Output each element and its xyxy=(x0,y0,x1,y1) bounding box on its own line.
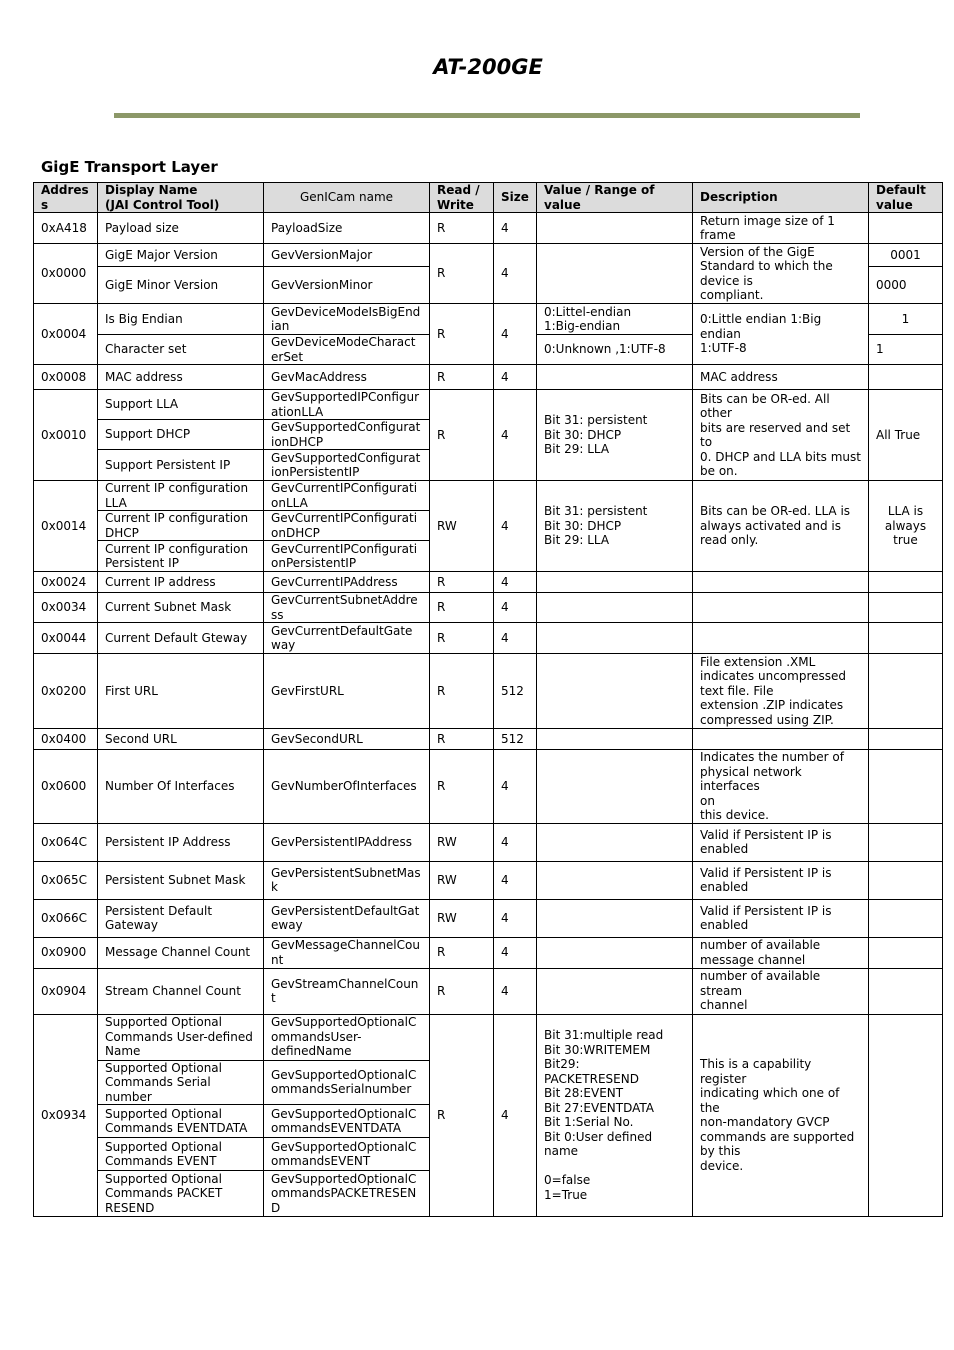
cell-address: 0x0934 xyxy=(34,1014,98,1217)
cell-genicam-name: GevCurrentSubnetAddress xyxy=(264,593,430,623)
table-row xyxy=(34,244,943,267)
cell-address: 0x0014 xyxy=(34,481,98,572)
cell-read-write: R xyxy=(430,244,494,304)
cell-genicam-name: GevVersionMinor xyxy=(264,267,430,304)
cell-description: MAC address xyxy=(693,365,869,390)
cell-description: File extension .XML indicates uncompressed text file. File extension .ZIP indicates compressed using ZIP. xyxy=(693,654,869,729)
cell-read-write: R xyxy=(430,390,494,481)
cell-size: 4 xyxy=(494,593,537,623)
table-row xyxy=(34,750,943,824)
cell-display-name: MAC address xyxy=(98,365,264,390)
cell-value-range xyxy=(537,899,693,937)
cell-description xyxy=(693,593,869,623)
cell-read-write: R xyxy=(430,572,494,593)
cell-value-range xyxy=(537,823,693,861)
cell-display-name: Current IP configuration LLA xyxy=(98,481,264,511)
cell-default-value xyxy=(869,654,943,729)
cell-description: This is a capability register indicating which one of the non-mandatory GVCP commands are supported by this device. xyxy=(693,1014,869,1217)
cell-genicam-name: GevCurrentIPConfigurationLLA xyxy=(264,481,430,511)
cell-description: Version of the GigE Standard to which the device is compliant. xyxy=(693,244,869,304)
cell-display-name: Current Subnet Mask xyxy=(98,593,264,623)
cell-default-value xyxy=(869,365,943,390)
cell-display-name: Support LLA xyxy=(98,390,264,420)
cell-read-write: R xyxy=(430,750,494,824)
table-row xyxy=(34,365,943,390)
table-row xyxy=(34,213,943,244)
cell-genicam-name: GevSupportedOptionalCommandsEVENTDATA xyxy=(264,1105,430,1138)
table-row xyxy=(34,481,943,511)
cell-display-name: Character set xyxy=(98,335,264,365)
cell-read-write: RW xyxy=(430,899,494,937)
cell-address: 0x0024 xyxy=(34,572,98,593)
cell-address: 0x0600 xyxy=(34,750,98,824)
cell-genicam-name: GevCurrentIPConfigurationDHCP xyxy=(264,511,430,541)
cell-value-range: Bit 31: persistent Bit 30: DHCP Bit 29: LLA xyxy=(537,390,693,481)
cell-size: 4 xyxy=(494,481,537,572)
cell-genicam-name: GevCurrentIPAddress xyxy=(264,572,430,593)
cell-address: 0xA418 xyxy=(34,213,98,244)
cell-default-value xyxy=(869,968,943,1014)
cell-value-range xyxy=(537,244,693,304)
cell-read-write: R xyxy=(430,937,494,968)
cell-address: 0x064C xyxy=(34,823,98,861)
cell-read-write: R xyxy=(430,729,494,750)
cell-display-name: Is Big Endian xyxy=(98,304,264,335)
cell-read-write: RW xyxy=(430,861,494,899)
cell-genicam-name: GevPersistentSubnetMask xyxy=(264,861,430,899)
cell-size: 4 xyxy=(494,1014,537,1217)
cell-genicam-name: GevDeviceModeIsBigEndian xyxy=(264,304,430,335)
cell-read-write: RW xyxy=(430,481,494,572)
cell-genicam-name: GevSupportedOptionalCommandsUser-definedName xyxy=(264,1014,430,1060)
cell-size: 4 xyxy=(494,968,537,1014)
cell-size: 4 xyxy=(494,623,537,654)
column-header-genicam-name: GenICam name xyxy=(264,183,430,213)
cell-value-range xyxy=(537,213,693,244)
cell-genicam-name: GevStreamChannelCount xyxy=(264,968,430,1014)
cell-size: 4 xyxy=(494,861,537,899)
cell-read-write: R xyxy=(430,654,494,729)
cell-address: 0x0044 xyxy=(34,623,98,654)
cell-description: number of available message channel xyxy=(693,937,869,968)
cell-default-value: 0001 xyxy=(869,244,943,267)
table-row xyxy=(34,823,943,861)
cell-value-range xyxy=(537,861,693,899)
cell-description: Return image size of 1 frame xyxy=(693,213,869,244)
table-row xyxy=(34,729,943,750)
table-row xyxy=(34,861,943,899)
cell-genicam-name: GevSupportedConfigurationPersistentIP xyxy=(264,450,430,481)
table-row xyxy=(34,968,943,1014)
cell-size: 4 xyxy=(494,365,537,390)
cell-size: 4 xyxy=(494,572,537,593)
cell-address: 0x0008 xyxy=(34,365,98,390)
cell-genicam-name: GevSupportedOptionalCommandsPACKETRESEND xyxy=(264,1171,430,1217)
cell-default-value xyxy=(869,1014,943,1217)
cell-value-range xyxy=(537,572,693,593)
cell-genicam-name: GevVersionMajor xyxy=(264,244,430,267)
cell-default-value xyxy=(869,729,943,750)
cell-genicam-name: GevPersistentDefaultGateway xyxy=(264,899,430,937)
cell-description: 0:Little endian 1:Big endian 1:UTF-8 xyxy=(693,304,869,365)
cell-description xyxy=(693,729,869,750)
cell-display-name: Stream Channel Count xyxy=(98,968,264,1014)
cell-value-range xyxy=(537,654,693,729)
cell-genicam-name: GevPersistentIPAddress xyxy=(264,823,430,861)
table-row xyxy=(34,390,943,420)
cell-address: 0x0034 xyxy=(34,593,98,623)
table-row xyxy=(34,572,943,593)
cell-default-value: LLA is always true xyxy=(869,481,943,572)
table-row xyxy=(34,899,943,937)
cell-address: 0x066C xyxy=(34,899,98,937)
cell-genicam-name: GevSupportedConfigurationDHCP xyxy=(264,420,430,450)
cell-genicam-name: GevSecondURL xyxy=(264,729,430,750)
cell-size: 512 xyxy=(494,654,537,729)
cell-description: Valid if Persistent IP is enabled xyxy=(693,899,869,937)
cell-read-write: R xyxy=(430,593,494,623)
table-header-row xyxy=(34,183,943,213)
cell-genicam-name: GevMacAddress xyxy=(264,365,430,390)
cell-value-range: 0:Unknown ,1:UTF-8 xyxy=(537,335,693,365)
cell-description xyxy=(693,623,869,654)
cell-default-value: 0000 xyxy=(869,267,943,304)
cell-address: 0x0200 xyxy=(34,654,98,729)
table-row xyxy=(34,593,943,623)
cell-value-range xyxy=(537,365,693,390)
table-row xyxy=(34,1014,943,1060)
table-row xyxy=(34,623,943,654)
cell-value-range: 0:Littel-endian 1:Big-endian xyxy=(537,304,693,335)
header-rule xyxy=(114,113,860,118)
cell-size: 4 xyxy=(494,750,537,824)
cell-size: 4 xyxy=(494,244,537,304)
cell-default-value xyxy=(869,593,943,623)
cell-description: Bits can be OR-ed. All other bits are reserved and set to 0. DHCP and LLA bits must be on. xyxy=(693,390,869,481)
cell-display-name: Payload size xyxy=(98,213,264,244)
cell-default-value: 1 xyxy=(869,304,943,335)
cell-value-range: Bit 31:multiple read Bit 30:WRITEMEM Bit29: PACKETRESEND Bit 28:EVENT Bit 27:EVENTDATA Bit 1:Serial No. Bit 0:User defined name 0=false 1=True xyxy=(537,1014,693,1217)
table-row xyxy=(34,654,943,729)
cell-display-name: Supported Optional Commands EVENTDATA xyxy=(98,1105,264,1138)
cell-read-write: RW xyxy=(430,823,494,861)
section-title: GigE Transport Layer xyxy=(41,158,218,176)
cell-genicam-name: GevDeviceModeCharacterSet xyxy=(264,335,430,365)
cell-default-value xyxy=(869,899,943,937)
register-table xyxy=(33,182,943,1217)
cell-default-value xyxy=(869,937,943,968)
column-header-default-value: Default value xyxy=(869,183,943,213)
cell-description xyxy=(693,572,869,593)
cell-value-range xyxy=(537,937,693,968)
table-row xyxy=(34,304,943,335)
cell-default-value xyxy=(869,861,943,899)
cell-genicam-name: GevMessageChannelCount xyxy=(264,937,430,968)
cell-address: 0x0400 xyxy=(34,729,98,750)
cell-default-value xyxy=(869,623,943,654)
column-header-value-range: Value / Range of value xyxy=(537,183,693,213)
cell-genicam-name: GevSupportedOptionalCommandsEVENT xyxy=(264,1138,430,1171)
cell-default-value xyxy=(869,213,943,244)
cell-display-name: Current IP address xyxy=(98,572,264,593)
cell-value-range xyxy=(537,968,693,1014)
cell-read-write: R xyxy=(430,1014,494,1217)
cell-genicam-name: GevNumberOfInterfaces xyxy=(264,750,430,824)
cell-address: 0x0904 xyxy=(34,968,98,1014)
cell-genicam-name: GevCurrentDefaultGateway xyxy=(264,623,430,654)
cell-display-name: Number Of Interfaces xyxy=(98,750,264,824)
cell-description: Valid if Persistent IP is enabled xyxy=(693,861,869,899)
document-title: AT-200GE xyxy=(433,55,543,79)
cell-address: 0x0004 xyxy=(34,304,98,365)
column-header-display-name: Display Name (JAI Control Tool) xyxy=(98,183,264,213)
cell-value-range: Bit 31: persistent Bit 30: DHCP Bit 29: LLA xyxy=(537,481,693,572)
cell-genicam-name: GevFirstURL xyxy=(264,654,430,729)
cell-display-name: Persistent Subnet Mask xyxy=(98,861,264,899)
cell-display-name: First URL xyxy=(98,654,264,729)
cell-genicam-name: GevCurrentIPConfigurationPersistentIP xyxy=(264,541,430,572)
cell-genicam-name: GevSupportedIPConfigurationLLA xyxy=(264,390,430,420)
column-header-description: Description xyxy=(693,183,869,213)
cell-read-write: R xyxy=(430,968,494,1014)
cell-display-name: Support Persistent IP xyxy=(98,450,264,481)
cell-read-write: R xyxy=(430,213,494,244)
cell-display-name: GigE Minor Version xyxy=(98,267,264,304)
cell-size: 512 xyxy=(494,729,537,750)
cell-default-value: All True xyxy=(869,390,943,481)
cell-value-range xyxy=(537,729,693,750)
cell-read-write: R xyxy=(430,365,494,390)
cell-genicam-name: GevSupportedOptionalCommandsSerialnumber xyxy=(264,1060,430,1105)
cell-display-name: Supported Optional Commands PACKET RESEND xyxy=(98,1171,264,1217)
cell-size: 4 xyxy=(494,823,537,861)
cell-description: number of available stream channel xyxy=(693,968,869,1014)
cell-address: 0x0010 xyxy=(34,390,98,481)
cell-description: Valid if Persistent IP is enabled xyxy=(693,823,869,861)
cell-default-value xyxy=(869,750,943,824)
cell-display-name: Current IP configuration DHCP xyxy=(98,511,264,541)
cell-read-write: R xyxy=(430,304,494,365)
cell-size: 4 xyxy=(494,304,537,365)
cell-default-value xyxy=(869,823,943,861)
cell-display-name: Support DHCP xyxy=(98,420,264,450)
table-row xyxy=(34,937,943,968)
cell-display-name: Message Channel Count xyxy=(98,937,264,968)
cell-display-name: Second URL xyxy=(98,729,264,750)
cell-display-name: Current Default Gteway xyxy=(98,623,264,654)
cell-address: 0x0000 xyxy=(34,244,98,304)
cell-genicam-name: PayloadSize xyxy=(264,213,430,244)
cell-size: 4 xyxy=(494,213,537,244)
cell-display-name: GigE Major Version xyxy=(98,244,264,267)
cell-value-range xyxy=(537,750,693,824)
cell-default-value xyxy=(869,572,943,593)
column-header-read-write: Read / Write xyxy=(430,183,494,213)
cell-size: 4 xyxy=(494,899,537,937)
cell-value-range xyxy=(537,623,693,654)
cell-size: 4 xyxy=(494,390,537,481)
cell-display-name: Current IP configuration Persistent IP xyxy=(98,541,264,572)
cell-read-write: R xyxy=(430,623,494,654)
cell-description: Bits can be OR-ed. LLA is always activated and is read only. xyxy=(693,481,869,572)
cell-address: 0x0900 xyxy=(34,937,98,968)
cell-value-range xyxy=(537,593,693,623)
cell-display-name: Supported Optional Commands User-defined Name xyxy=(98,1014,264,1060)
cell-display-name: Persistent IP Address xyxy=(98,823,264,861)
cell-size: 4 xyxy=(494,937,537,968)
cell-default-value: 1 xyxy=(869,335,943,365)
column-header-size: Size xyxy=(494,183,537,213)
cell-display-name: Supported Optional Commands EVENT xyxy=(98,1138,264,1171)
cell-description: Indicates the number of physical network interfaces on this device. xyxy=(693,750,869,824)
cell-address: 0x065C xyxy=(34,861,98,899)
cell-display-name: Persistent Default Gateway xyxy=(98,899,264,937)
column-header-address: Address xyxy=(34,183,98,213)
cell-display-name: Supported Optional Commands Serial number xyxy=(98,1060,264,1105)
